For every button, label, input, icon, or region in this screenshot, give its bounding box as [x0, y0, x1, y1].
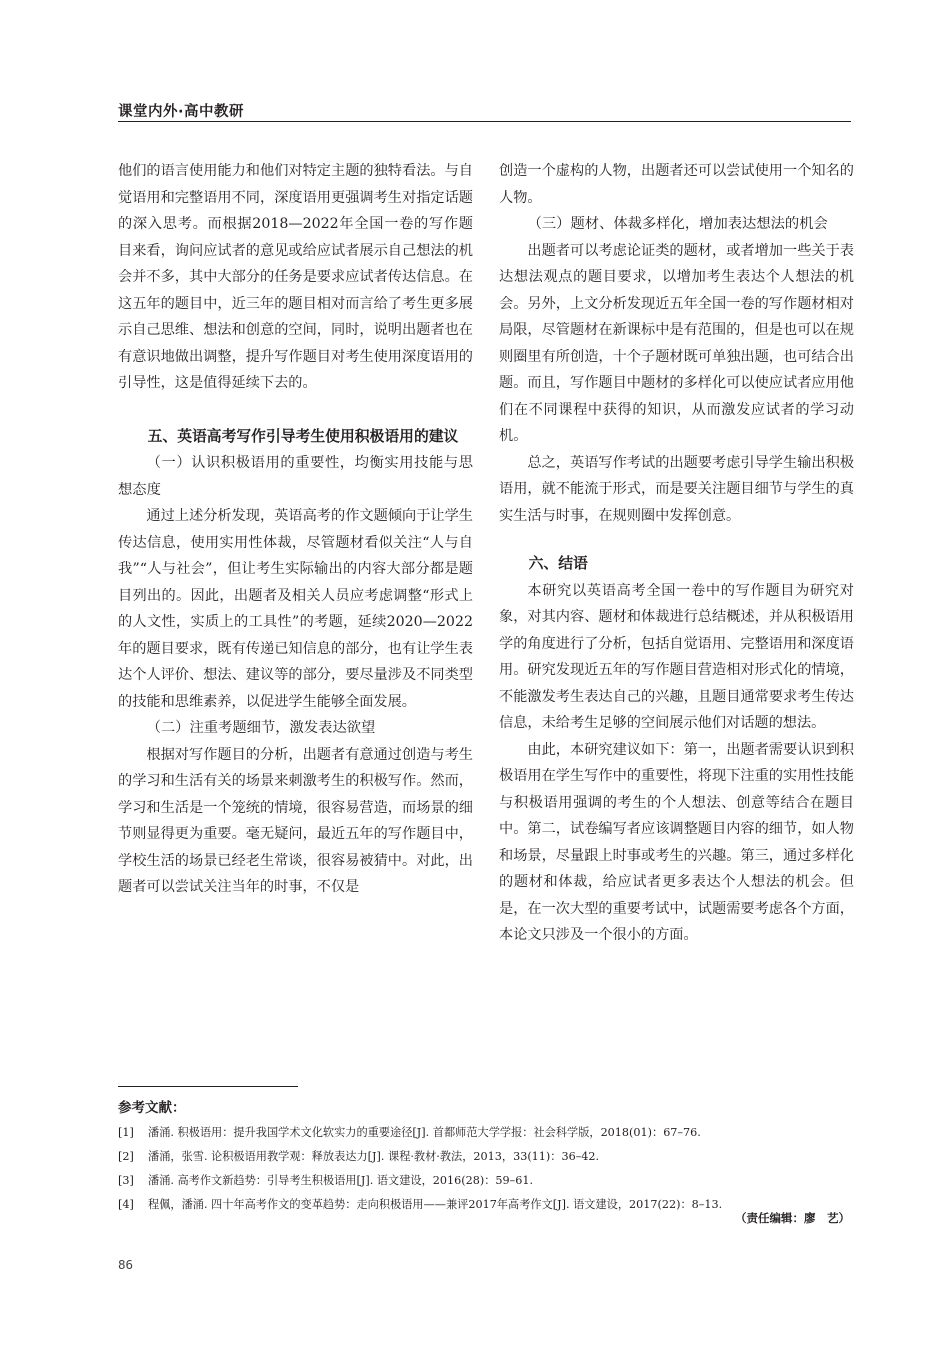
reference-item: [118, 1121, 858, 1145]
paragraph: 通过上述分析发现，英语高考的作文题倾向于让学生传达信息，使用实用性体裁，尽管题材看似关注“人与自我”“人与社会”，但让考生实际输出的内容大部分都是题目列出的。因此，出题者及相关人员应考虑调整“形式上的人文性，实质上的工具性”的考题，延续2020—2022年的题目要求，既有传递已知信息的部分，也有让学生表达个人评价、想法、建议等的部分，要尽量涉及不同类型的技能和思维素养，以促进学生能够全面发展。: [118, 508, 473, 710]
subsection-2-heading: （二）注重考题细节，激发表达欲望: [146, 720, 376, 736]
paragraph: 总之，英语写作考试的出题要考虑引导学生输出积极语用，就不能流于形式，而是要关注题目细节与学生的真实生活与时事，在规则圈中发挥创意。: [499, 454, 854, 524]
reference-text: 潘涌. 积极语用：提升我国学术文化软实力的重要途径[J]. 首都师范大学学报：社会科学版，2018(01)：67–76.: [148, 1126, 701, 1139]
subsection-1-heading: （一）认识积极语用的重要性，均衡实用技能与思想态度: [118, 455, 473, 498]
paragraph-continued: 他们的语言使用能力和他们对特定主题的独特看法。与自觉语用和完整语用不同，深度语用更强调考生对指定话题的深入思考。而根据2018—2022年全国一卷的写作题目来看，询问应试者的意见或给应试者展示自己想法的机会并不多，其中大部分的任务是要求应试者传达信息。在这五年的题目中，近三年的题目相对而言给了考生更多展示自己思维、想法和创意的空间，同时，说明出题者也在有意识地做出调整，提升写作题目对考生使用深度语用的引导性，这是值得延续下去的。: [118, 163, 473, 391]
reference-text: 潘涌，张雪. 论积极语用教学观：释放表达力[J]. 课程·教材·教法，2013，33(11)：36–42.: [148, 1150, 600, 1163]
references-heading: 参考文献：: [118, 1100, 186, 1116]
subsection-3-heading: （三）题材、体裁多样化，增加表达想法的机会: [527, 216, 828, 232]
reference-number: [2]: [118, 1150, 134, 1163]
reference-item: [118, 1145, 858, 1169]
page-number: 86: [118, 1257, 134, 1272]
references-list: [118, 1121, 858, 1217]
reference-number: [3]: [118, 1174, 134, 1187]
section-6-heading: 六、结语: [528, 555, 588, 572]
right-column: [499, 158, 854, 949]
paragraph: 出题者可以考虑论证类的题材，或者增加一些关于表达想法观点的题目要求，以增加考生表达个人想法的机会。另外，上文分析发现近五年全国一卷的写作题材相对局限，尽管题材在新课标中是有范围的，但是也可以在规则圈里有所创造，十个子题材既可单独出题，也可结合出题。而且，写作题目中题材的多样化可以使应试者应用他们在不同课程中获得的知识，从而激发应试者的学习动机。: [499, 242, 854, 444]
reference-number: [4]: [118, 1198, 134, 1211]
left-column: [118, 158, 473, 901]
journal-header-title: 课堂内外·高中教研: [118, 104, 245, 120]
paragraph: 根据对写作题目的分析，出题者有意通过创造与考生的学习和生活有关的场景来刺激考生的积极写作。然而，学习和生活是一个笼统的情境，很容易营造，而场景的细节则显得更为重要。毫无疑问，最近五年的写作题目中，学校生活的场景已经老生常谈，很容易被猜中。对此，出题者可以尝试关注当年的时事，不仅是: [118, 746, 473, 895]
header-rule: [118, 121, 851, 122]
reference-text: 潘涌. 高考作文新趋势：引导考生积极语用[J]. 语文建设，2016(28)：59–61.: [148, 1174, 533, 1187]
reference-text: 程佩，潘涌. 四十年高考作文的变革趋势：走向积极语用——兼评2017年高考作文[J]. 语文建设，2017(22)：8–13.: [148, 1198, 723, 1211]
paragraph: 由此，本研究建议如下：第一，出题者需要认识到积极语用在学生写作中的重要性，将现下注重的实用性技能与积极语用强调的考生的个人想法、创意等结合在题目中。第二，试卷编写者应该调整题目内容的细节，如人物和场景，尽量跟上时事或考生的兴趣。第三，通过多样化的题材和体裁，给应试者更多表达个人想法的机会。但是，在一次大型的重要考试中，试题需要考虑各个方面，本论文只涉及一个很小的方面。: [499, 741, 854, 943]
section-5-heading: 五、英语高考写作引导考生使用积极语用的建议: [147, 427, 459, 445]
paragraph-continued: 创造一个虚构的人物，出题者还可以尝试使用一个知名的人物。: [499, 163, 854, 206]
editor-credit: （责任编辑：廖 艺）: [735, 1211, 850, 1225]
reference-item: [118, 1169, 858, 1193]
paragraph: 本研究以英语高考全国一卷中的写作题目为研究对象，对其内容、题材和体裁进行总结概述，并从积极语用学的角度进行了分析，包括自觉语用、完整语用和深度语用。研究发现近五年的写作题目营造相对形式化的情境，不能激发考生表达自己的兴趣，且题目通常要求考生传达信息，未给考生足够的空间展示他们对话题的想法。: [499, 582, 854, 731]
references-rule: [118, 1086, 298, 1087]
reference-number: [1]: [118, 1126, 134, 1139]
